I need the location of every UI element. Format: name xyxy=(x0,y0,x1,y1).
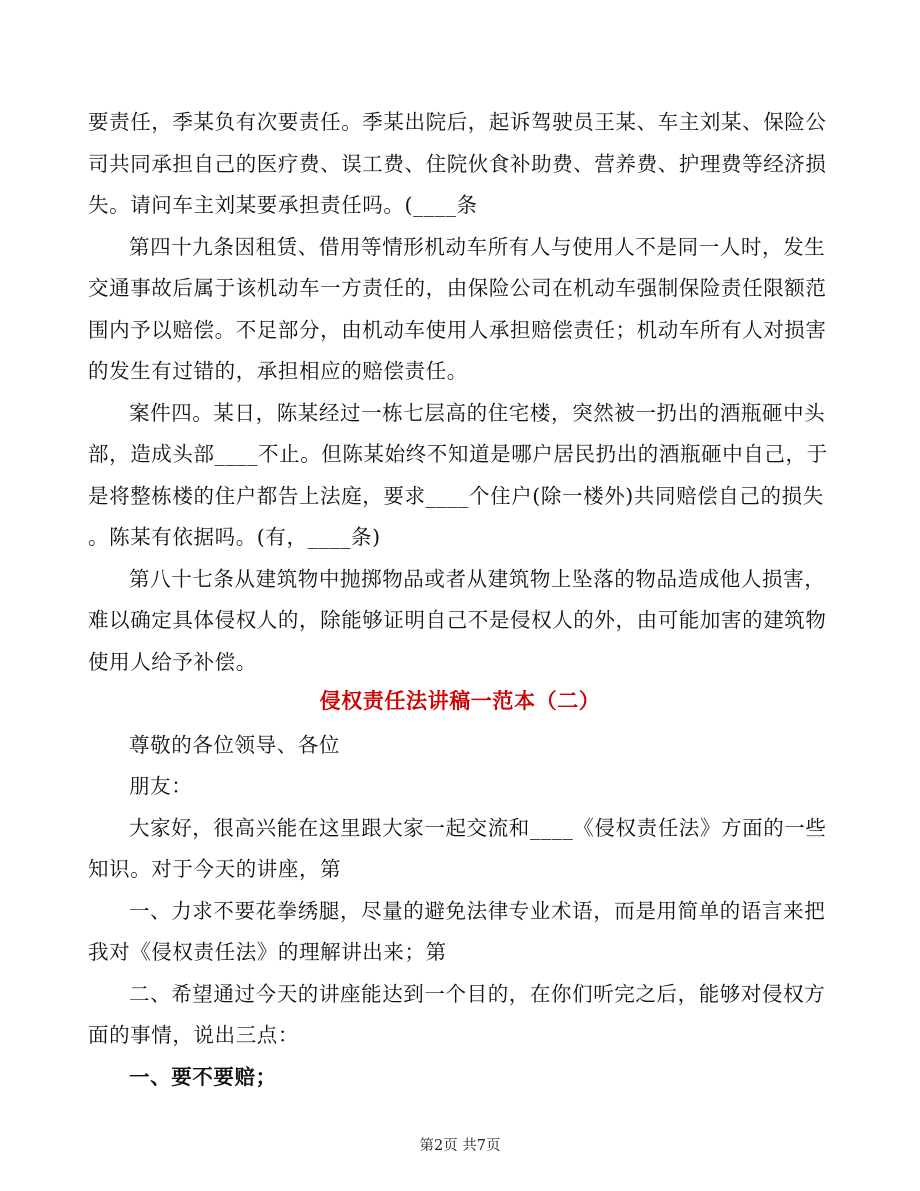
paragraph-line: 使用人给予补偿。 xyxy=(88,650,257,674)
paragraph-line: 失。请问车主刘某要承担责任吗。(____条 xyxy=(88,193,478,217)
paragraph-line: 朋友： xyxy=(129,774,193,798)
paragraph-line: 。陈某有依据吗。(有，____条) xyxy=(88,525,381,549)
paragraph-line: 要责任，季某负有次要责任。季某出院后，起诉驾驶员王某、车主刘某、保险公 xyxy=(88,110,827,134)
paragraph-line: 我对《侵权责任法》的理解讲出来；第 xyxy=(88,940,447,964)
paragraph-line: 部，造成头部____不止。但陈某始终不知道是哪户居民扔出的酒瓶砸中自己，于 xyxy=(88,442,828,466)
paragraph-line: 的发生有过错的，承担相应的赔偿责任。 xyxy=(88,359,468,383)
paragraph-line: 尊敬的各位领导、各位 xyxy=(129,733,340,757)
paragraph-line: 第四十九条因租赁、借用等情形机动车所有人与使用人不是同一人时，发生 xyxy=(129,235,826,259)
bold-heading-line: 一、要不要赔； xyxy=(129,1065,277,1089)
paragraph-line: 是将整栋楼的住户都告上法庭，要求____个住户(除一楼外)共同赔偿自己的损失 xyxy=(88,484,824,508)
paragraph-line: 大家好，很高兴能在这里跟大家一起交流和____《侵权责任法》方面的一些 xyxy=(129,816,827,840)
page-footer: 第2页 共7页 xyxy=(419,1138,501,1154)
section-title: 侵权责任法讲稿一范本（二） xyxy=(319,688,601,713)
paragraph-line: 知识。对于今天的讲座，第 xyxy=(88,857,342,881)
paragraph-line: 第八十七条从建筑物中抛掷物品或者从建筑物上坠落的物品造成他人损害， xyxy=(129,567,826,591)
paragraph-line: 围内予以赔偿。不足部分，由机动车使用人承担赔偿责任；机动车所有人对损害 xyxy=(88,318,827,342)
paragraph-line: 交通事故后属于该机动车一方责任的，由保险公司在机动车强制保险责任限额范 xyxy=(88,276,827,300)
paragraph-line: 司共同承担自己的医疗费、误工费、住院伙食补助费、营养费、护理费等经济损 xyxy=(88,152,827,176)
paragraph-line: 面的事情，说出三点： xyxy=(88,1023,299,1047)
paragraph-line: 难以确定具体侵权人的，除能够证明自己不是侵权人的外，由可能加害的建筑物 xyxy=(88,608,827,632)
paragraph-line: 案件四。某日，陈某经过一栋七层高的住宅楼，突然被一扔出的酒瓶砸中头 xyxy=(129,401,826,425)
paragraph-line: 一、力求不要花拳绣腿，尽量的避免法律专业术语，而是用简单的语言来把 xyxy=(129,899,826,923)
paragraph-line: 二、希望通过今天的讲座能达到一个目的，在你们听完之后，能够对侵权方 xyxy=(129,982,826,1006)
